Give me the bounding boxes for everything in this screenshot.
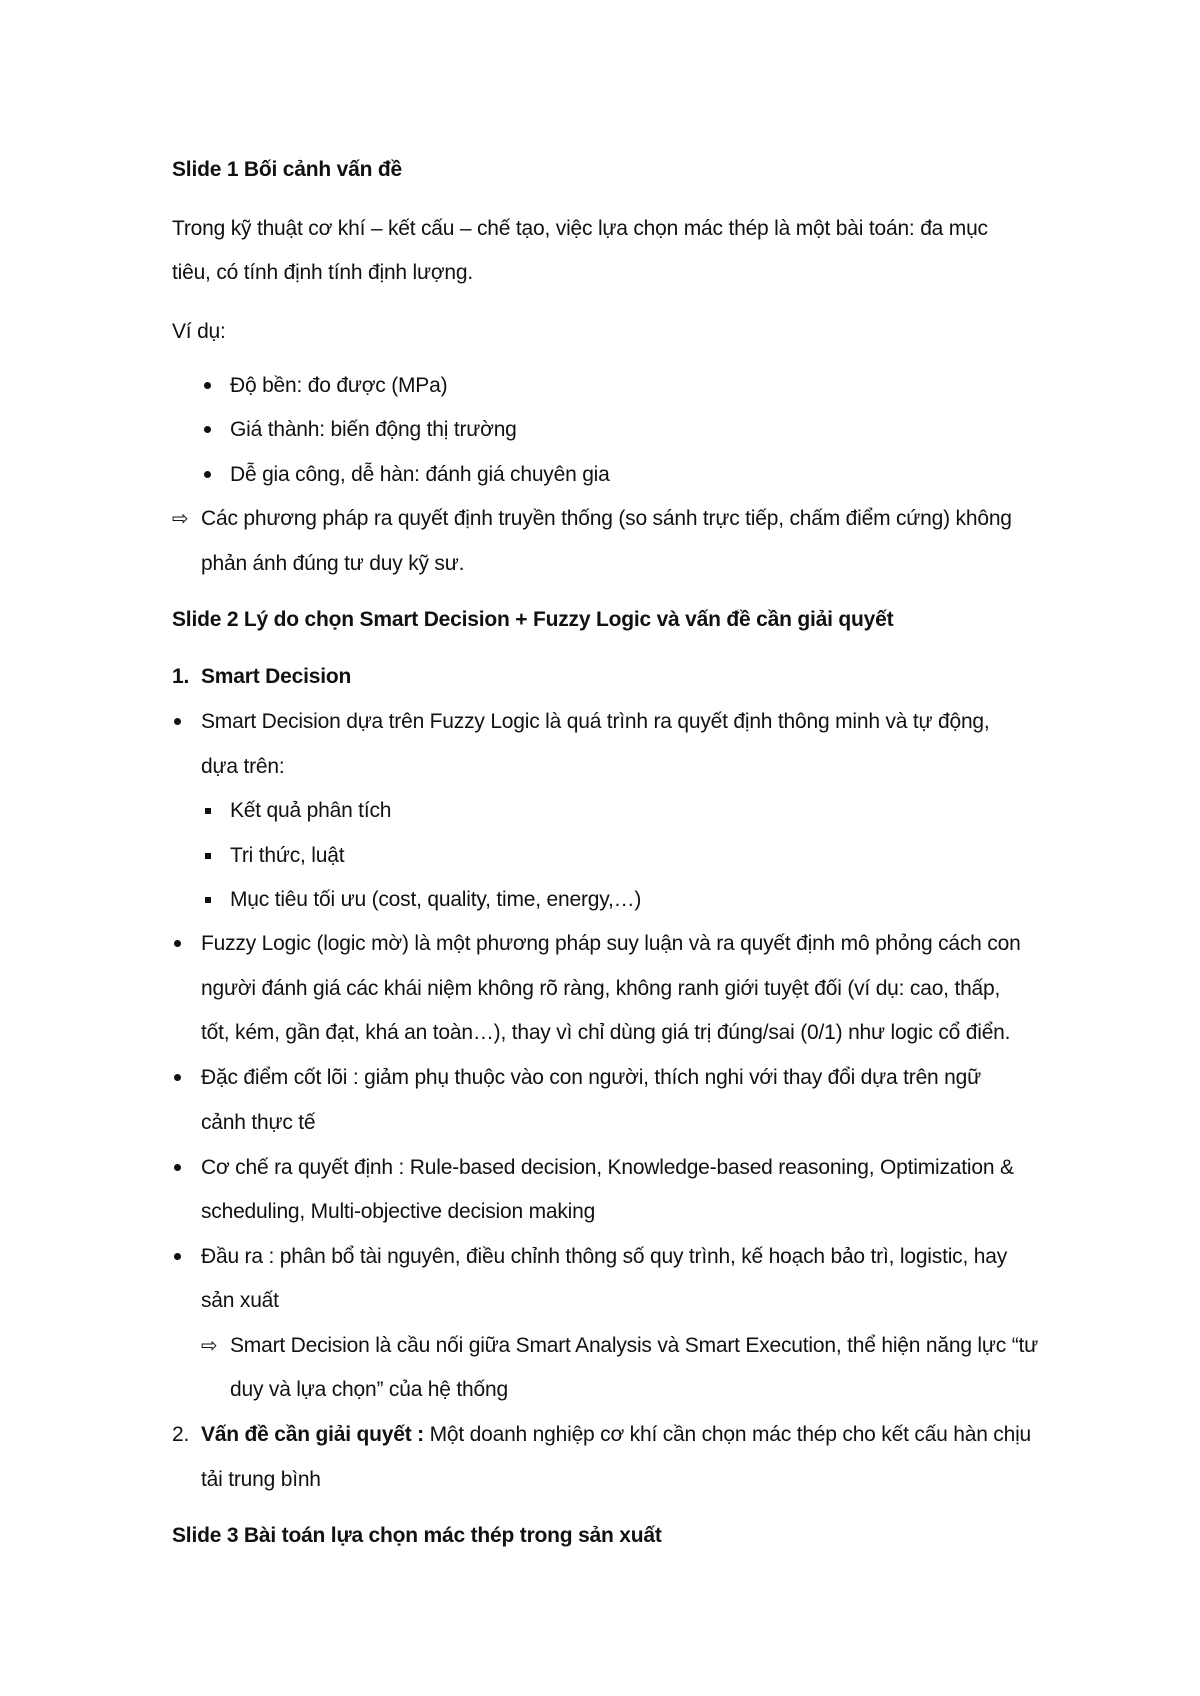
square-bullet-icon — [205, 808, 211, 814]
bullet-icon — [174, 1164, 181, 1171]
slide2-arrow-line1: Smart Decision là cầu nối giữa Smart Analysis và Smart Execution, thể hiện năng lực “tư — [230, 1334, 1038, 1357]
section2-bold-label: Vấn đề cần giải quyết : — [201, 1423, 424, 1446]
slide2-item3-line1: Đặc điểm cốt lõi : giảm phụ thuộc vào con người, thích nghi với thay đổi dựa trên ngữ — [201, 1066, 981, 1089]
slide1-bullet-3: Dễ gia công, dễ hàn: đánh giá chuyên gia — [230, 463, 610, 486]
sub-item-2: Tri thức, luật — [230, 844, 345, 867]
slide1-intro-line1: Trong kỹ thuật cơ khí – kết cấu – chế tạo, việc lựa chọn mác thép là một bài toán: đa mục — [172, 217, 988, 240]
slide2-item5-line2: sản xuất — [201, 1289, 279, 1312]
slide2-item1-line2: dựa trên: — [201, 755, 285, 778]
square-bullet-icon — [205, 897, 211, 903]
slide1-intro-line2: tiêu, có tính định tính định lượng. — [172, 261, 474, 284]
slide1-bullet-1: Độ bền: đo được (MPa) — [230, 374, 448, 397]
slide2-item2-line3: tốt, kém, gần đạt, khá an toàn…), thay vì chỉ dùng giá trị đúng/sai (0/1) như logic cổ điển. — [201, 1021, 1011, 1044]
bullet-icon — [174, 1074, 181, 1081]
section2-number: 2. — [172, 1423, 190, 1446]
slide2-item2-line1: Fuzzy Logic (logic mờ) là một phương pháp suy luận và ra quyết định mô phỏng cách con — [201, 932, 1021, 955]
slide2-item4-line2: scheduling, Multi-objective decision making — [201, 1200, 596, 1223]
section2-line1 — [201, 1420, 1031, 1450]
slide1-example-label: Ví dụ: — [172, 320, 226, 343]
bullet-icon — [174, 718, 181, 725]
arrow-right-icon: ⇨ — [172, 508, 189, 530]
slide2-item4-line1: Cơ chế ra quyết định : Rule-based decision, Knowledge-based reasoning, Optimization & — [201, 1156, 1014, 1179]
slide3-title: Slide 3 Bài toán lựa chọn mác thép trong sản xuất — [172, 1524, 662, 1547]
section1-number: 1. — [172, 665, 190, 688]
sub-item-3: Mục tiêu tối ưu (cost, quality, time, energy,…) — [230, 888, 642, 911]
bullet-icon — [204, 426, 211, 433]
bullet-icon — [204, 471, 211, 478]
slide2-title: Slide 2 Lý do chọn Smart Decision + Fuzzy Logic và vấn đề cần giải quyết — [172, 608, 894, 631]
slide1-conclusion-line2: phản ánh đúng tư duy kỹ sư. — [201, 552, 465, 575]
arrow-right-icon: ⇨ — [201, 1335, 218, 1357]
slide2-item1-line1: Smart Decision dựa trên Fuzzy Logic là quá trình ra quyết định thông minh và tự động, — [201, 710, 990, 733]
bullet-icon — [174, 940, 181, 947]
slide2-arrow-line2: duy và lựa chọn” của hệ thống — [230, 1378, 508, 1401]
slide1-title: Slide 1 Bối cảnh vấn đề — [172, 158, 402, 181]
slide1-bullet-2: Giá thành: biến động thị trường — [230, 418, 517, 441]
bullet-icon — [204, 382, 211, 389]
slide2-item3-line2: cảnh thực tế — [201, 1111, 316, 1134]
sub-item-1: Kết quả phân tích — [230, 799, 392, 822]
section1-title: Smart Decision — [201, 665, 352, 688]
section2-rest: Một doanh nghiệp cơ khí cần chọn mác thép cho kết cấu hàn chịu — [423, 1423, 1032, 1446]
square-bullet-icon — [205, 853, 211, 859]
slide1-conclusion-line1: Các phương pháp ra quyết định truyền thống (so sánh trực tiếp, chấm điểm cứng) không — [201, 507, 1012, 530]
bullet-icon — [174, 1253, 181, 1260]
slide2-item2-line2: người đánh giá các khái niệm không rõ ràng, không ranh giới tuyệt đối (ví dụ: cao, thấp, — [201, 977, 1001, 1000]
slide2-item5-line1: Đầu ra : phân bổ tài nguyên, điều chỉnh thông số quy trình, kế hoạch bảo trì, logistic, hay — [201, 1245, 1007, 1268]
section2-line2: tải trung bình — [201, 1468, 321, 1491]
